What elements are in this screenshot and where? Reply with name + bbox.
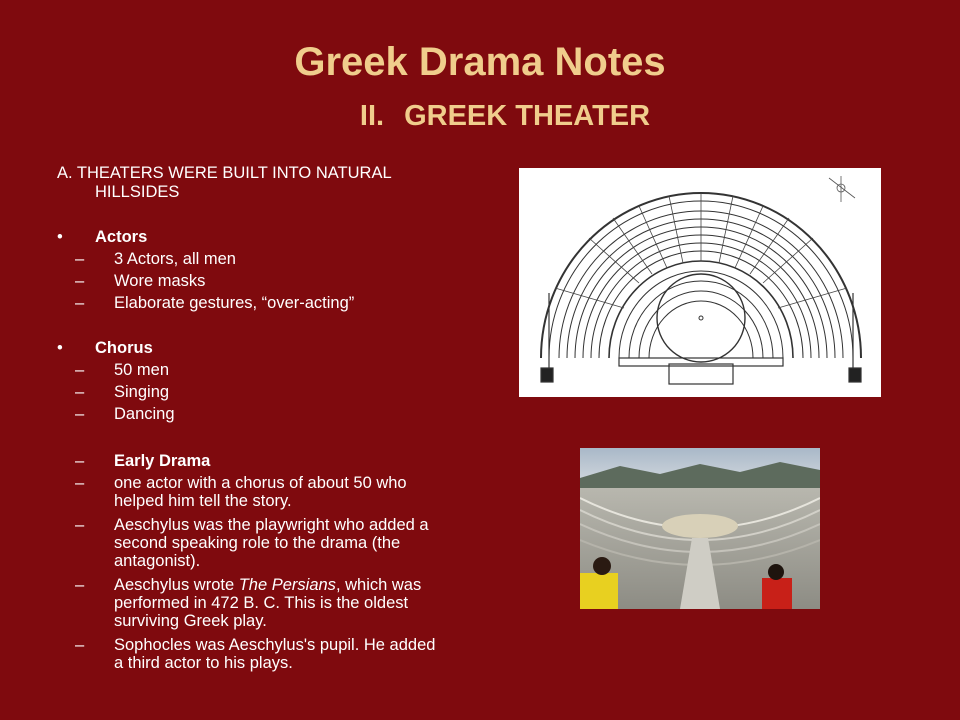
actors-item: – 3 Actors, all men	[75, 250, 236, 268]
subtitle-number: II.	[359, 100, 385, 132]
chorus-item: – Dancing	[75, 405, 175, 423]
chorus-label: Chorus	[95, 339, 153, 357]
slide-title: Greek Drama Notes	[294, 40, 666, 84]
early-item-cont: performed in 472 B. C. This is the oldest	[114, 594, 409, 612]
chorus-item: – 50 men	[75, 361, 170, 379]
bullet-chorus	[57, 339, 153, 357]
early-drama-heading: – Early Drama	[75, 452, 211, 470]
early-item: – Aeschylus wrote The Persians, which was	[75, 576, 422, 594]
theater-photo	[580, 448, 820, 609]
early-item-cont: a third actor to his plays.	[114, 654, 293, 672]
bullet-glyph: •	[57, 339, 63, 357]
early-item: – one actor with a chorus of about 50 who	[75, 474, 407, 492]
actors-item: – Wore masks	[75, 272, 206, 290]
early-item-cont: antagonist).	[114, 552, 201, 570]
early-item-cont: surviving Greek play.	[114, 612, 267, 630]
early-item-cont: helped him tell the story.	[114, 492, 292, 510]
theater-plan-svg	[519, 168, 881, 397]
bullet-actors	[57, 228, 148, 246]
heading-a-line2: HILLSIDES	[95, 183, 180, 201]
theater-photo-svg	[580, 448, 820, 609]
play-title: The Persians	[238, 576, 336, 594]
early-item: – Aeschylus was the playwright who added a	[75, 516, 429, 534]
early-item-cont: second speaking role to the drama (the	[114, 534, 401, 552]
bullet-glyph: •	[57, 228, 63, 246]
actors-item: – Elaborate gestures, “over-acting”	[75, 294, 355, 312]
subtitle-text: GREEK THEATER	[404, 100, 651, 132]
heading-a-line1: A. THEATERS WERE BUILT INTO NATURAL	[57, 164, 392, 182]
theater-plan-drawing	[519, 168, 881, 397]
chorus-item: – Singing	[75, 383, 170, 401]
actors-label: Actors	[95, 228, 148, 246]
slide-subtitle	[0, 100, 960, 133]
early-item: – Sophocles was Aeschylus's pupil. He added	[75, 636, 436, 654]
